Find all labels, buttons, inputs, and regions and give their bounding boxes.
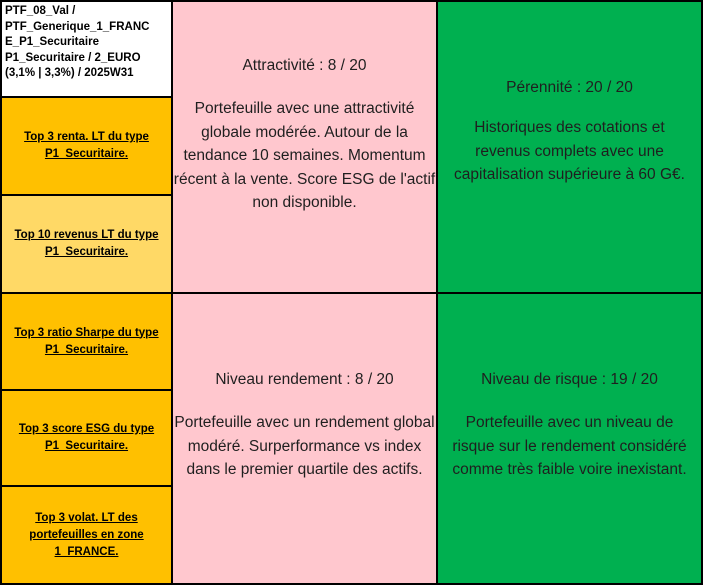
title-line: P1_Securitaire / 2_EURO [5, 51, 141, 64]
risque-text: Portefeuille avec un niveau de risque sur le rendement considéré comme très faible voire inexistant. [452, 414, 687, 478]
rendement-card [172, 293, 437, 584]
attractivite-card [172, 1, 437, 293]
title-line: (3,1% | 3,3%) / 2025W31 [5, 67, 134, 79]
title-line: PTF_08_Val / [5, 5, 76, 17]
rendement-text: Portefeuille avec un rendement global modéré. Surperformance vs index dans le premier quartile des actifs. [174, 414, 435, 478]
top-renta-cell [1, 97, 172, 195]
attractivite-title: Attractivité : 8 / 20 [242, 57, 367, 74]
top-esg-link[interactable]: Top 3 score ESG du type P1_Securitaire. [18, 423, 155, 452]
risque-card [437, 293, 702, 584]
top-revenus-link[interactable]: Top 10 revenus LT du type P1_Securitaire. [14, 229, 159, 258]
top-renta-link[interactable]: Top 3 renta. LT du type P1_Securitaire. [24, 131, 149, 160]
perennite-text: Historiques des cotations et revenus complets avec une capitalisation supérieure à 60 G€. [454, 119, 685, 183]
top-sharpe-link[interactable]: Top 3 ratio Sharpe du type P1_Securitaire. [14, 326, 159, 356]
portfolio-title [1, 1, 172, 97]
top-revenus-cell [1, 195, 172, 293]
title-line: PTF_Generique_1_FRANC [5, 20, 150, 33]
top-volat-link[interactable]: Top 3 volat. LT des portefeuilles en zone 1_FRANCE. [29, 511, 144, 558]
risque-title: Niveau de risque : 19 / 20 [481, 371, 658, 388]
rendement-title: Niveau rendement : 8 / 20 [215, 371, 394, 388]
title-line: E_P1_Securitaire [5, 36, 99, 48]
top-sharpe-cell [1, 293, 172, 390]
top-volat-cell [1, 486, 172, 584]
perennite-card [437, 1, 702, 293]
perennite-title: Pérennité : 20 / 20 [506, 79, 633, 96]
top-esg-cell [1, 390, 172, 486]
attractivite-text: Portefeuille avec une attractivité globale modérée. Autour de la tendance 10 semaines. Momentum récent à la vente. Score ESG de l'actif non disponible. [173, 100, 436, 211]
